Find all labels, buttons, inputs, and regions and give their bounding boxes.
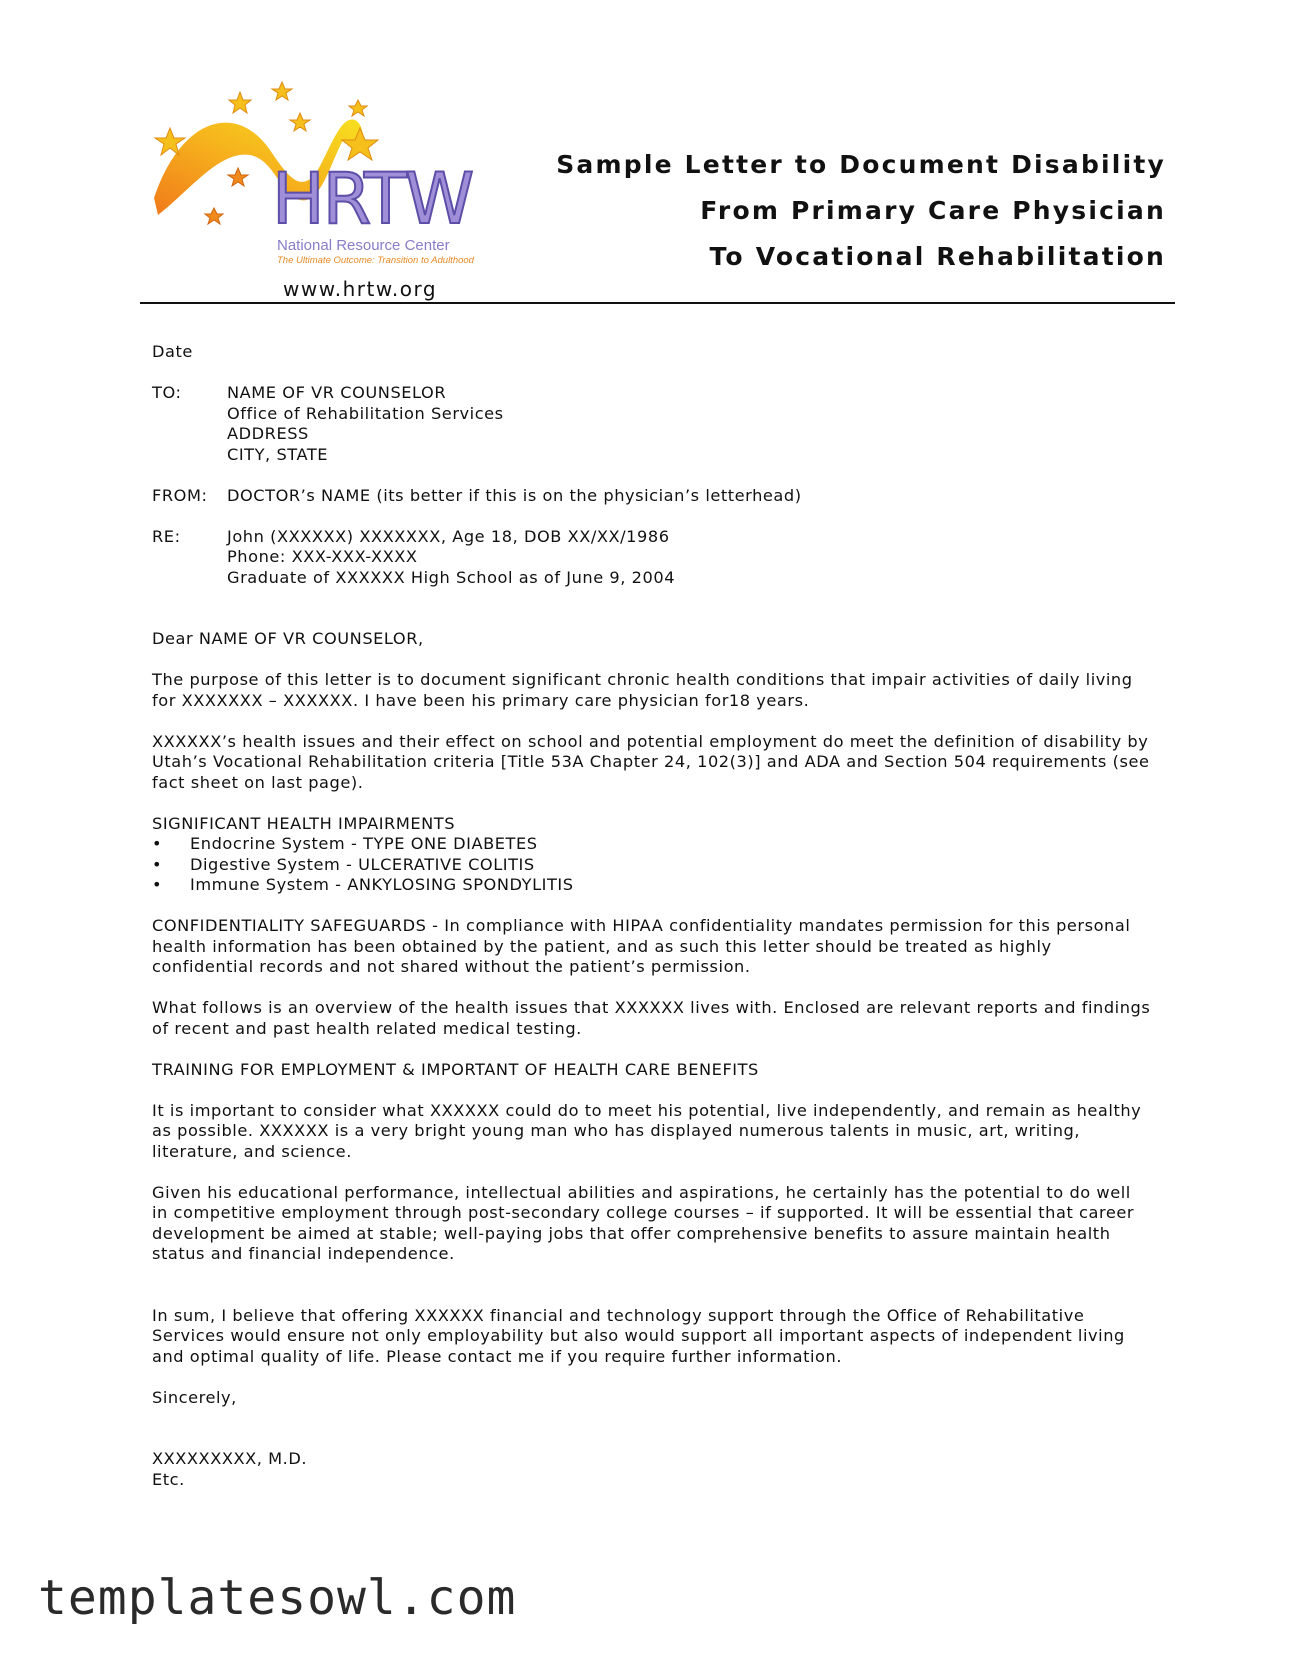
paragraph-summary: In sum, I believe that offering XXXXXX financial and technology support through the Office of Rehabilitative Services would ensure not only employability but also would support all important aspects of independent living and optimal quality of life. Please contact me if you require further information. [152, 1305, 1125, 1366]
paragraph-performance: Given his educational performance, intellectual abilities and aspirations, he certainly has the potential to do well in competitive employment through post-secondary college courses – if supported. It will be essential that career development be aimed at stable; well-paying jobs that offer comprehensive benefits to assure maintain health status and financial independence. [152, 1182, 1135, 1263]
to-line: CITY, STATE [227, 444, 329, 464]
logo-tagline: The Ultimate Outcome: Transition to Adulthood [277, 255, 474, 266]
to-line: NAME OF VR COUNSELOR [227, 383, 447, 402]
document-title [556, 142, 1166, 280]
from-label: FROM: [152, 485, 208, 505]
impairments-list [152, 834, 1152, 896]
to-block [152, 383, 1152, 465]
re-line: John (XXXXXX) XXXXXXX, Age 18, DOB XX/XX/1986 [227, 526, 670, 546]
training-heading: TRAINING FOR EMPLOYMENT & IMPORTANT OF HEALTH CARE BENEFITS [152, 1059, 759, 1079]
star-icon [290, 113, 310, 131]
star-icon [228, 168, 248, 186]
letter-body [152, 342, 1152, 1490]
signature: XXXXXXXXX, M.D. [152, 1449, 308, 1468]
title-line: To Vocational Rehabilitation [709, 242, 1166, 271]
title-line: From Primary Care Physician [700, 196, 1166, 225]
salutation: Dear NAME OF VR COUNSELOR, [152, 629, 424, 648]
hrtw-logo [150, 80, 480, 285]
re-line: Phone: XXX-XXX-XXXX [227, 547, 418, 566]
re-block [152, 527, 1152, 589]
star-icon [229, 92, 251, 113]
header-divider [140, 302, 1175, 304]
watermark: templatesowl.com [38, 1570, 517, 1626]
re-line: Graduate of XXXXXX High School as of June 9, 2004 [227, 567, 676, 587]
list-item: • Digestive System - ULCERATIVE COLITIS [152, 855, 1152, 876]
paragraph-confidentiality: CONFIDENTIALITY SAFEGUARDS - In compliance with HIPAA confidentiality mandates permission for this personal health information has been obtained by the patient, and as such this letter should be treated as highly confidential records and not shared without the patient’s permission. [152, 916, 1131, 976]
paragraph-overview: What follows is an overview of the health issues that XXXXXX lives with. Enclosed are relevant reports and findings of recent and past health related medical testing. [152, 998, 1151, 1038]
list-item: • Immune System - ANKYLOSING SPONDYLITIS [152, 875, 1152, 896]
to-label: TO: [152, 383, 182, 402]
date-label: Date [152, 342, 193, 361]
logo-subtitle: National Resource Center [277, 237, 450, 254]
impairments-heading: SIGNIFICANT HEALTH IMPAIRMENTS [152, 813, 456, 833]
star-icon [349, 100, 367, 116]
list-item: • Endocrine System - TYPE ONE DIABETES [152, 834, 1152, 855]
closing: Sincerely, [152, 1387, 237, 1407]
to-line: Office of Rehabilitation Services [227, 403, 504, 423]
logo-wordmark: HRTW [272, 158, 473, 240]
paragraph-purpose: The purpose of this letter is to document significant chronic health conditions that impair activities of daily living for XXXXXXX – XXXXXX. I have been his primary care physician for18 years. [152, 670, 1133, 710]
from-line: DOCTOR’s NAME (its better if this is on the physician’s letterhead) [227, 485, 802, 505]
paragraph-potential: It is important to consider what XXXXXX could do to meet his potential, live independently, and remain as healthy as possible. XXXXXX is a very bright young man who has displayed numerous talents in music, art, writing, literature, and science. [152, 1100, 1142, 1161]
title-line: Sample Letter to Document Disability [556, 150, 1166, 179]
from-block [152, 486, 1152, 507]
signature-etc: Etc. [152, 1469, 185, 1489]
to-line: ADDRESS [227, 424, 309, 443]
logo-url[interactable]: www.hrtw.org [283, 277, 438, 301]
star-icon [272, 82, 292, 100]
re-label: RE: [152, 526, 181, 546]
paragraph-definition: XXXXXX’s health issues and their effect on school and potential employment do meet the definition of disability by Utah’s Vocational Rehabilitation criteria [Title 53A Chapter 24, 102(3)] and ADA and Section 504 requirements (see fact sheet on last page). [152, 731, 1150, 792]
star-icon [205, 208, 223, 224]
